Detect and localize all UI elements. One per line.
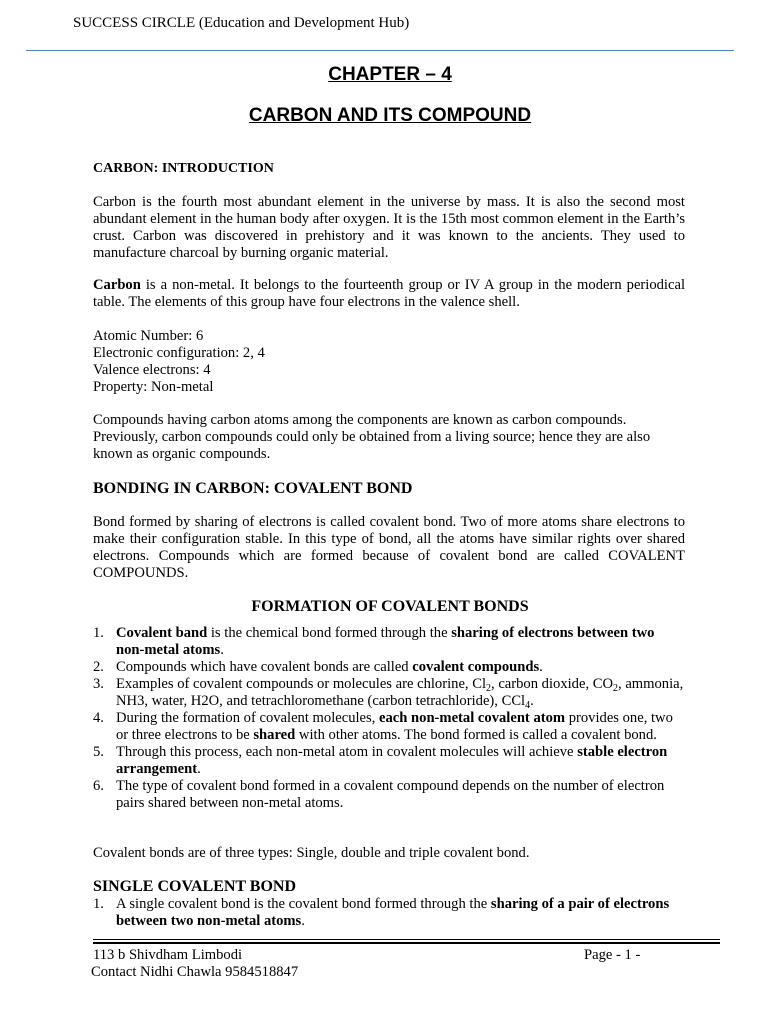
fact-electronic-configuration: Electronic configuration: 2, 4 [93, 345, 265, 361]
list-item-number: 3. [93, 676, 104, 692]
bond-types-summary: Covalent bonds are of three types: Single, double and triple covalent bond. [93, 845, 530, 861]
list-item-number: 6. [93, 778, 104, 794]
list-item-text: The type of covalent bond formed in a covalent compound depends on the number of electron pairs shared between non-metal atoms. [116, 778, 665, 811]
list-item [93, 625, 685, 659]
list-item-text: Compounds which have covalent bonds are called [116, 659, 413, 675]
intro-paragraph-2-text: is a non-metal. It belongs to the fourteenth group or IV A group in the modern periodical table. The elements of this group have four electrons in the valence shell. [93, 277, 685, 310]
intro-heading: CARBON: INTRODUCTION [93, 161, 274, 176]
intro-paragraph-1: Carbon is the fourth most abundant element in the universe by mass. It is also the second most abundant element in the human body after oxygen. It is the 15th most common element in the Earth’s crust. Carbon was discovered in prehistory and it was known to the ancients. They used to manufacture charcoal by burning organic material. [93, 194, 685, 261]
bold-term: each non-metal covalent atom [379, 710, 566, 726]
bold-term: sharing of a pair of electrons between two non-metal atoms [116, 896, 670, 929]
chapter-title: CARBON AND ITS COMPOUND [248, 105, 532, 126]
single-bond-heading: SINGLE COVALENT BOND [93, 878, 297, 895]
list-item-text: , ammonia, NH3, water, H2O, and tetrachloromethane (carbon tetrachloride), CCl [116, 676, 684, 709]
list-item-text: A single covalent bond is the covalent bond formed through the [116, 896, 491, 912]
footer-contact: Contact Nidhi Chawla 9584518847 [91, 964, 299, 980]
subscript: 2 [486, 683, 492, 694]
formation-list [93, 625, 685, 812]
list-item-number: 5. [93, 744, 104, 760]
list-item [93, 896, 685, 930]
fact-valence-electrons: Valence electrons: 4 [93, 362, 211, 378]
footer-divider-thick [93, 942, 720, 944]
list-item [93, 659, 685, 676]
list-item-text: . [220, 642, 224, 658]
subscript: 4 [525, 700, 531, 711]
list-item-text: provides one, two or three electrons to be [116, 710, 673, 743]
list-item-text: During the formation of covalent molecules, [116, 710, 380, 726]
chapter-number: CHAPTER – 4 [328, 64, 452, 85]
list-item-number: 4. [93, 710, 104, 726]
bold-term: shared [253, 727, 296, 743]
list-item-text: Examples of covalent compounds or molecules are chlorine, Cl [116, 676, 487, 692]
bold-term: sharing of electrons between two non-metal atoms [116, 625, 655, 658]
footer-page-number: Page - 1 - [584, 947, 641, 963]
bonding-heading: BONDING IN CARBON: COVALENT BOND [93, 480, 413, 497]
footer-address: 113 b Shivdham Limbodi [93, 947, 243, 963]
header-org-name: SUCCESS CIRCLE (Education and Development Hub) [73, 15, 410, 31]
list-item-text: . [539, 659, 543, 675]
fact-atomic-number: Atomic Number: 6 [93, 328, 204, 344]
intro-paragraph-2 [93, 277, 685, 311]
carbon-bold-term: Carbon [93, 277, 141, 293]
subscript: 2 [613, 683, 619, 694]
list-item-number: 2. [93, 659, 104, 675]
list-item-text: with other atoms. The bond formed is called a covalent bond. [295, 727, 657, 743]
bold-term: stable electron arrangement [116, 744, 668, 777]
list-item [93, 744, 685, 778]
list-item [93, 676, 685, 710]
list-item-number: 1. [93, 896, 104, 912]
list-item-text: . [530, 693, 534, 709]
list-item-number: 1. [93, 625, 104, 641]
formation-heading: FORMATION OF COVALENT BONDS [251, 598, 529, 615]
carbon-facts [93, 328, 685, 396]
intro-paragraph-3: Compounds having carbon atoms among the components are known as carbon compounds. Previously, carbon compounds could only be obtained from a living source; hence they are also known as organic compounds. [93, 412, 651, 462]
list-item-text: is the chemical bond formed through the [207, 625, 452, 641]
list-item [93, 778, 685, 812]
footer-divider [93, 939, 720, 940]
bonding-paragraph: Bond formed by sharing of electrons is called covalent bond. Two of more atoms share electrons to make their configuration stable. In this type of bond, all the atoms have similar rights over shared electrons. Compounds which are formed because of covalent bond are called COVALENT COMPOUNDS. [93, 514, 685, 581]
bold-term: Covalent band [116, 625, 208, 641]
bold-term: covalent compounds [412, 659, 540, 675]
list-item-text: . [197, 761, 201, 777]
list-item-text: . [301, 913, 305, 929]
list-item-text: , carbon dioxide, CO [491, 676, 614, 692]
list-item [93, 710, 685, 744]
single-bond-list [93, 896, 685, 930]
header-divider [26, 50, 734, 51]
list-item-text: Through this process, each non-metal atom in covalent molecules will achieve [116, 744, 578, 760]
fact-property: Property: Non-metal [93, 379, 214, 395]
